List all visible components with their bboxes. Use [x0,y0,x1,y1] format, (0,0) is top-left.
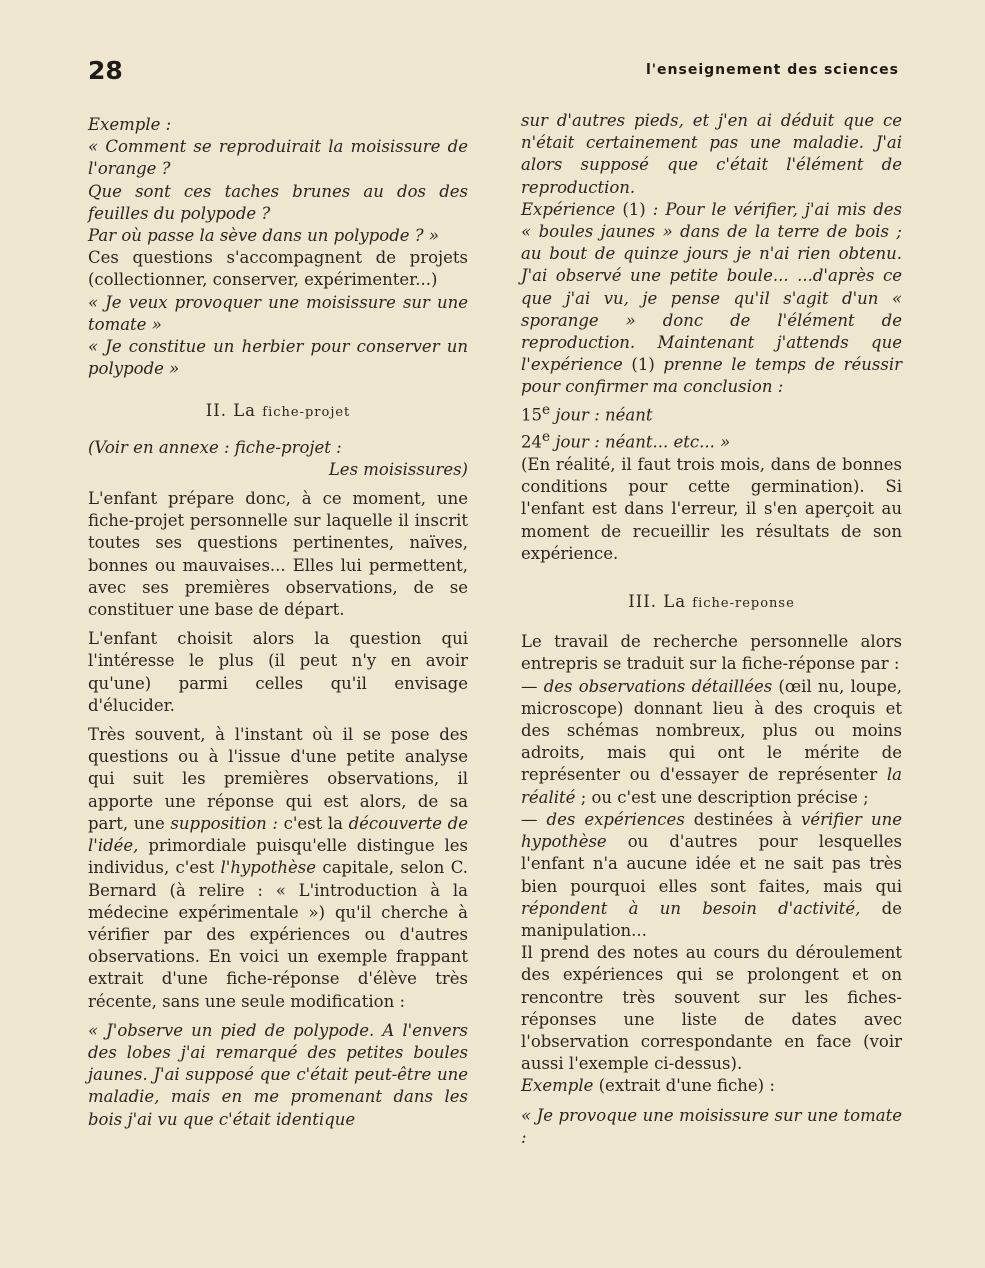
emphasis: répondent à un besoin d'activité, [521,898,861,918]
ordinal: e [542,401,551,418]
section-number: III. [628,592,657,612]
text: (œil nu, loupe, microscope) donnant lieu à des croquis et des schémas nombreux, plus ou moins adroits, mais qui ont le mérite de représenter ou d'essayer de représenter [521,676,903,785]
quote-paragraph: sur d'autres pieds, et j'en ai déduit que ce n'était certainement pas une maladie. J'ai alors supposé que c'était l'élément de reproduction. [521,111,902,197]
emphasis: découverte de l'idée, [88,813,468,856]
section-heading-3 [521,591,902,615]
emphasis: : Pour le vérifier, j'ai mis des « boules jaunes » dans de la terre de bois ; au bout de quinze jours je n'ai rien obtenu. J'ai observé une petite boule... [521,199,902,286]
paragraph: Que sont ces taches brunes au dos des feuilles du polypode ? [88,181,468,223]
text: Très souvent, à l'instant où il se pose des questions ou à l'issue d'une petite analyse qui suit les premières observations, il apporte une réponse qui est alors, de sa part, une [88,725,468,833]
log-line [521,426,902,454]
log-line [521,399,902,427]
paragraph: Ces questions s'accompagnent de projets (collectionner, conserver, expérimenter...) [88,248,468,290]
text: ; ou c'est une description précise ; [575,787,869,807]
section-number: II. [205,401,227,421]
annex-note-2: Les moisissures) [328,459,468,479]
emphasis: vérifier une hypothèse [521,809,902,852]
emphasis: la réalité [521,765,902,807]
paragraph [521,1075,902,1097]
text: capitale, selon C. Bernard (à relire : « L'introduction à la médecine expérimentale ») qu'il cherche à vérifier par des expériences ou d'autres observations. En voici un exemple frappant extrait d'une fiche-réponse d'élève très récente, sans une seule modification : [88,858,468,1011]
emphasis: des observations détaillées [543,676,773,696]
ordinal: e [542,429,551,446]
text: c'est la [277,813,349,833]
right-column [521,110,902,1149]
paragraph: L'enfant choisit alors la question qui l'intéresse le plus (il peut n'y en avoir qu'une) parmi celles qu'il envisage d'élucider. [88,629,468,715]
paragraph: (En réalité, il faut trois mois, dans de bonnes conditions pour cette germination). Si l'enfant est dans l'erreur, il s'en aperçoit au moment de recueillir les résultats de son expérience. [521,455,902,563]
paragraph [521,199,902,399]
paragraph [88,724,468,1013]
text: — [521,676,544,696]
text: ou d'autres pour lesquelles l'enfant n'a aucune idée et ne sait pas très bien pourquoi elles sont faites, mais qui [521,832,902,896]
day-number: 24 [521,432,542,452]
paragraph: « Je veux provoquer une moisissure sur une tomate » [88,292,468,334]
text: (1) [615,199,653,219]
paragraph: « Je constitue un herbier pour conserver un polypode » [88,337,468,379]
paragraph: Exemple : [88,115,172,134]
log-text: jour : néant... etc... » [550,432,731,452]
paragraph: L'enfant prépare donc, à ce moment, une fiche-projet personnelle sur laquelle il inscrit toutes ses questions pertinentes, naïves, bonnes ou mauvaises... Elles lui permettent, avec ses premières observations, de se constituer une base de départ. [88,489,468,620]
emphasis: supposition : [170,813,278,833]
emphasis: des expériences [546,809,685,829]
text: (1) [622,355,664,375]
section-title-first: La [233,401,257,421]
paragraph: « Comment se reproduirait la moisissure de l'orange ? [88,137,468,179]
quote-paragraph: « Je provoque une moisissure sur une tomate : [521,1105,902,1147]
section-title-first: La [663,592,687,612]
day-number: 15 [521,405,542,425]
page-number: 28 [88,56,123,85]
section-heading-2 [88,400,468,424]
log-text: jour : néant [550,405,653,425]
text: destinées à [684,809,802,829]
text: — [521,809,547,829]
paragraph: Il prend des notes au cours du déroulement des expériences qui se prolongent et on rencontre très souvent sur les fiches-réponses une liste de dates avec l'observation correspondante en face (voir aussi l'exemple ci-dessus). [521,943,902,1074]
emphasis: l'hypothèse [220,858,317,878]
section-title-rest: fiche-projet [262,405,351,421]
paragraph [521,809,902,942]
emphasis: Expérience [521,199,616,219]
paragraph: Par où passe la sève dans un polypode ? » [88,226,439,246]
section-title-rest: fiche-reponse [692,596,795,612]
emphasis: prenne le temps de réussir pour confirmer ma conclusion : [521,355,902,397]
left-column [88,114,468,1131]
annex-note: (Voir en annexe : fiche-projet : [88,437,342,457]
emphasis: ...d'après ce que j'ai vu, je pense qu'il s'agit d'un « sporange » donc de l'élément de reproduction. Maintenant j'attends que l'expérience [521,266,903,375]
running-head: l'enseignement des sciences [645,62,899,78]
quote-paragraph: « J'observe un pied de polypode. A l'envers des lobes j'ai remarqué des petites boules jaunes. J'ai supposé que c'était peut-être une maladie, mais en me promenant dans les bois j'ai vu que c'était identique [88,1020,468,1129]
text: primordiale puisqu'elle distingue les individus, c'est [88,836,468,878]
text: de manipulation... [521,898,902,940]
paragraph: Le travail de recherche personnelle alors entrepris se traduit sur la fiche-réponse par : [521,632,902,674]
text: (extrait d'une fiche) : [593,1076,775,1096]
paragraph [521,676,902,809]
emphasis: Exemple [521,1076,594,1096]
